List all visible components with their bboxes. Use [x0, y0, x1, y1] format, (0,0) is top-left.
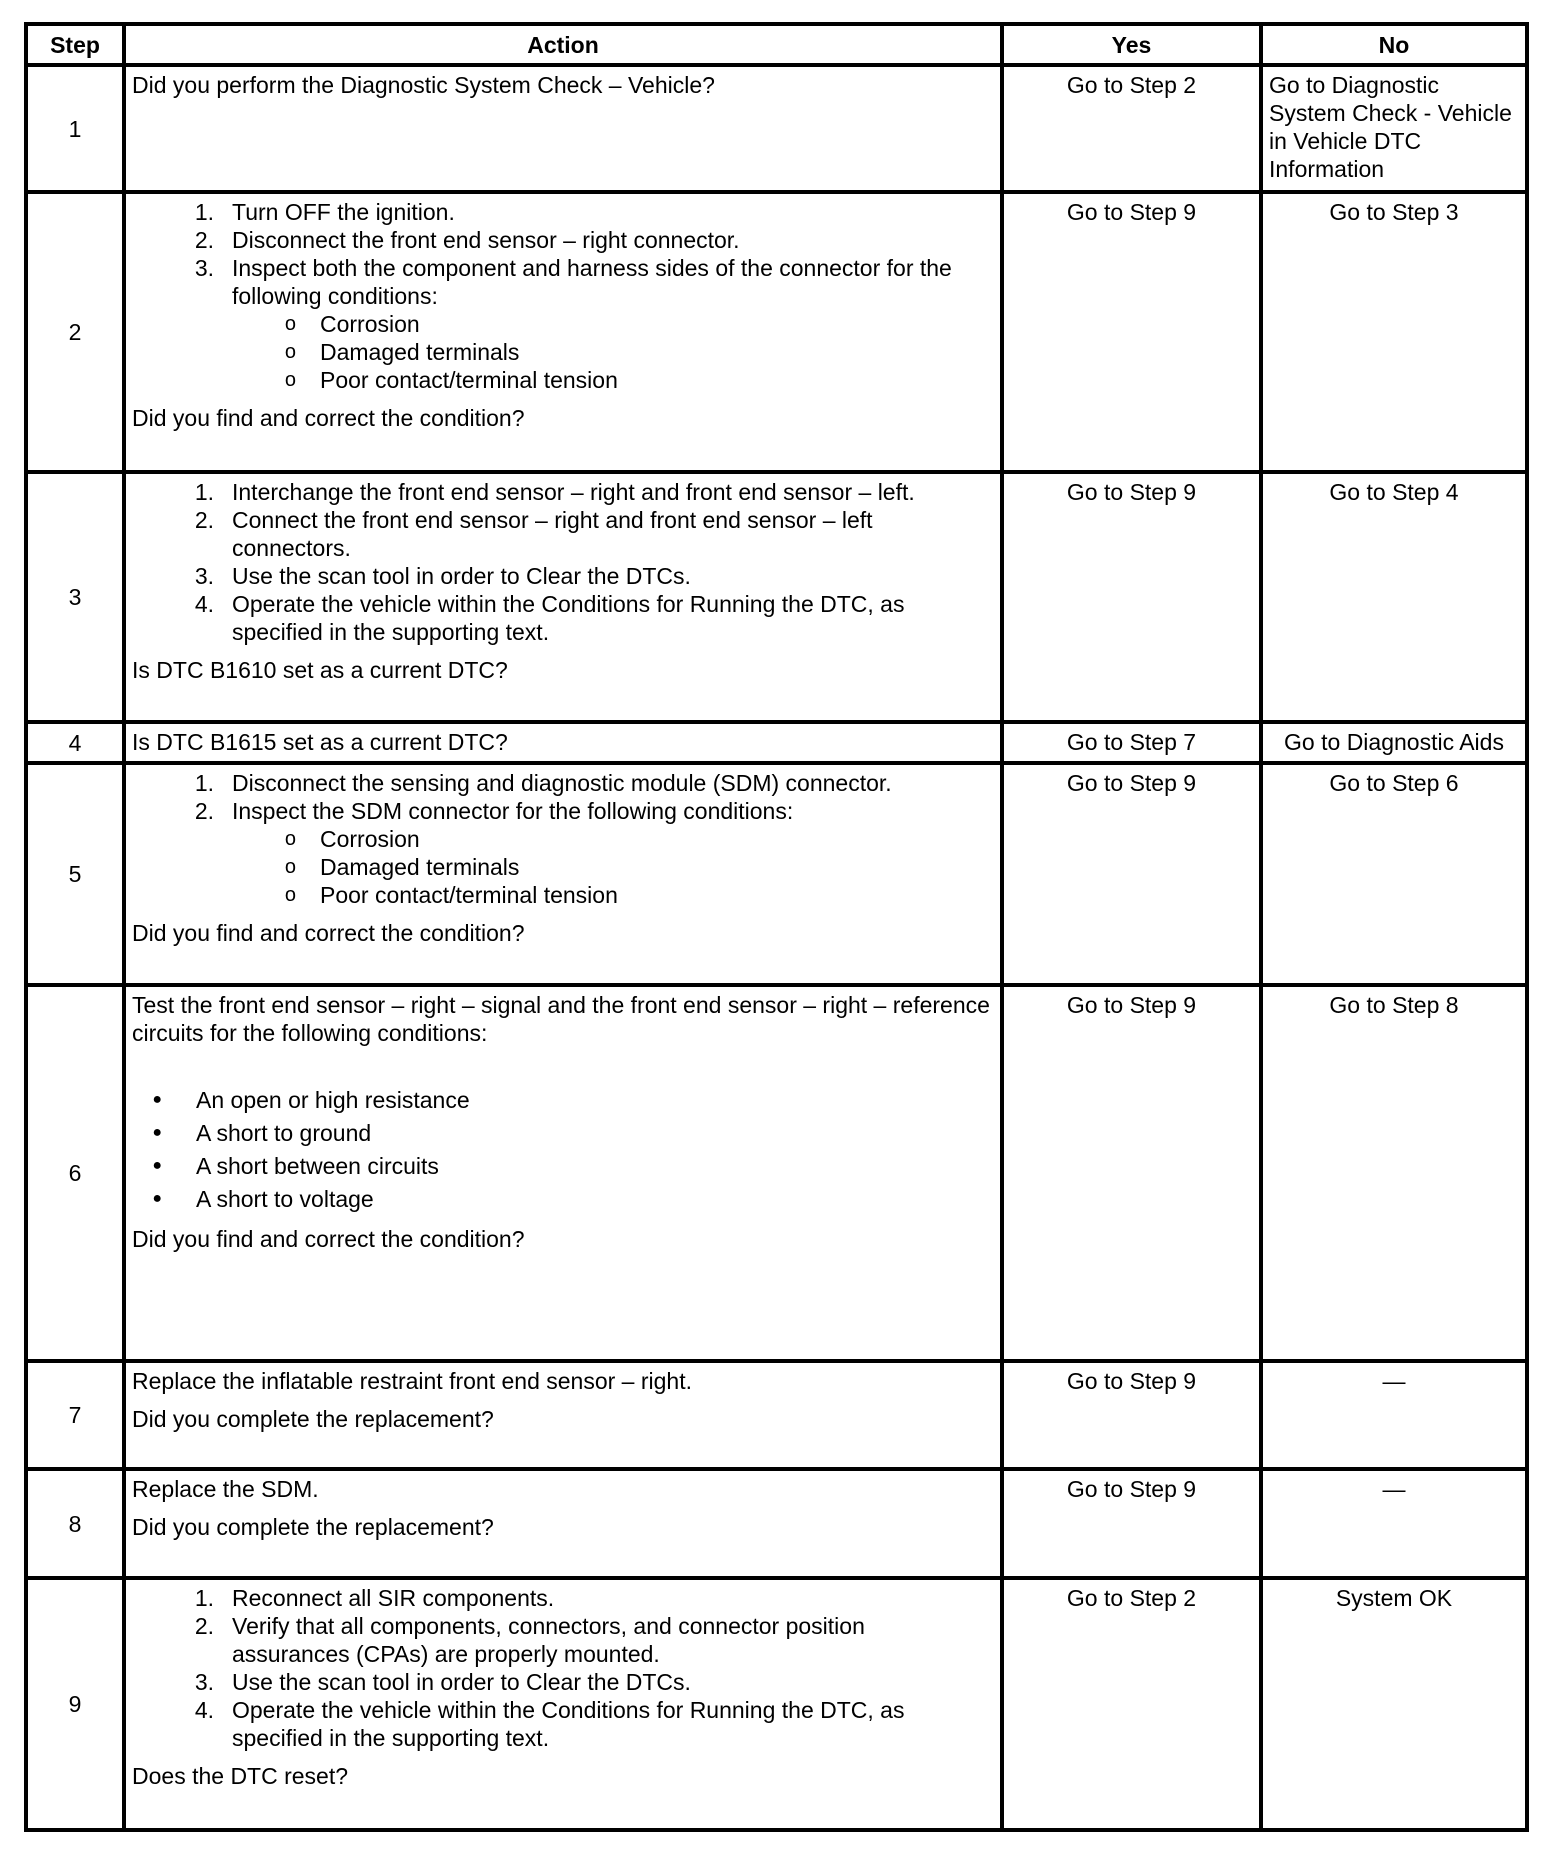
action-steps — [132, 1584, 994, 1752]
table-row — [26, 1469, 1527, 1578]
action-cell — [124, 985, 1002, 1361]
condition-list — [132, 310, 994, 394]
no-dash: — — [1382, 1476, 1406, 1502]
yes-link[interactable]: Go to Step 9 — [1066, 1368, 1197, 1394]
action-step-item: 3. Use the scan tool in order to Clear the DTCs. — [194, 563, 691, 589]
no-cell — [1261, 192, 1527, 472]
no-link[interactable]: Go to Diagnostic Aids — [1284, 729, 1504, 755]
yes-link[interactable]: Go to Step 9 — [1066, 770, 1197, 796]
no-cell — [1261, 1361, 1527, 1469]
condition-list — [132, 825, 994, 909]
action-cell — [124, 722, 1002, 763]
action-step-item: 1. Reconnect all SIR components. — [194, 1585, 555, 1611]
header-yes: Yes — [1002, 24, 1261, 65]
table-row — [26, 1361, 1527, 1469]
table-row — [26, 1578, 1527, 1830]
header-step: Step — [26, 24, 124, 65]
yes-link[interactable]: Go to Step 7 — [1066, 729, 1197, 755]
condition-item: o Corrosion — [284, 826, 420, 852]
step-number: 2 — [26, 192, 124, 472]
yes-link[interactable]: Go to Step 9 — [1066, 992, 1197, 1018]
condition-item: o Corrosion — [284, 311, 420, 337]
condition-item: ● A short between circuits — [152, 1152, 439, 1179]
header-no: No — [1261, 24, 1527, 65]
action-steps — [132, 769, 994, 825]
action-step-item: 4. Operate the vehicle within the Conditions for Running the DTC, as specified in the supporting text. — [194, 591, 905, 645]
yes-cell — [1002, 1469, 1261, 1578]
no-dash: — — [1382, 1368, 1406, 1394]
no-link[interactable]: Go to Diagnostic System Check - Vehicle in Vehicle DTC Information — [1269, 72, 1512, 182]
action-cell — [124, 763, 1002, 985]
action-steps — [132, 478, 994, 646]
action-cell — [124, 1361, 1002, 1469]
yes-cell — [1002, 1361, 1261, 1469]
action-lead: Replace the inflatable restraint front end sensor – right. — [132, 1368, 692, 1394]
table-row — [26, 472, 1527, 722]
action-step-item: 2. Inspect the SDM connector for the following conditions: — [194, 798, 794, 824]
action-lead: Did you perform the Diagnostic System Check – Vehicle? — [132, 72, 715, 98]
condition-item: o Damaged terminals — [284, 339, 520, 365]
yes-cell — [1002, 985, 1261, 1361]
action-steps — [132, 198, 994, 310]
step-number: 7 — [26, 1361, 124, 1469]
step-number: 4 — [26, 722, 124, 763]
table-row — [26, 722, 1527, 763]
condition-item: o Poor contact/terminal tension — [284, 882, 618, 908]
no-cell — [1261, 722, 1527, 763]
action-question: Did you find and correct the condition? — [132, 1226, 525, 1252]
diagnostic-table-document — [24, 22, 1525, 1832]
action-cell — [124, 1469, 1002, 1578]
no-link[interactable]: Go to Step 3 — [1329, 199, 1459, 225]
action-step-item: 3. Inspect both the component and harness sides of the connector for the following conditions: — [194, 255, 952, 309]
no-link[interactable]: Go to Step 6 — [1329, 770, 1459, 796]
yes-link[interactable]: Go to Step 2 — [1066, 72, 1197, 98]
yes-link[interactable]: Go to Step 9 — [1066, 479, 1197, 505]
table-row — [26, 763, 1527, 985]
step-number: 1 — [26, 65, 124, 192]
action-step-item: 2. Connect the front end sensor – right and front end sensor – left connectors. — [194, 507, 873, 561]
yes-link[interactable]: Go to Step 9 — [1066, 199, 1197, 225]
diagnostic-table — [24, 22, 1529, 1832]
no-link: System OK — [1335, 1585, 1453, 1611]
action-cell — [124, 472, 1002, 722]
step-number: 5 — [26, 763, 124, 985]
header-row — [26, 24, 1527, 65]
action-question: Did you find and correct the condition? — [132, 920, 525, 946]
table-row — [26, 65, 1527, 192]
action-cell — [124, 65, 1002, 192]
yes-link[interactable]: Go to Step 2 — [1066, 1585, 1197, 1611]
header-action: Action — [124, 24, 1002, 65]
action-question: Did you complete the replacement? — [132, 1514, 494, 1540]
action-step-item: 1. Disconnect the sensing and diagnostic module (SDM) connector. — [194, 770, 892, 796]
condition-item: o Poor contact/terminal tension — [284, 367, 618, 393]
no-link[interactable]: Go to Step 4 — [1329, 479, 1459, 505]
action-step-item: 2. Verify that all components, connectors, and connector position assurances (CPAs) are properly mounted. — [194, 1613, 865, 1667]
action-lead: Replace the SDM. — [132, 1476, 319, 1502]
table-row — [26, 985, 1527, 1361]
yes-cell — [1002, 1578, 1261, 1830]
no-cell — [1261, 472, 1527, 722]
yes-cell — [1002, 192, 1261, 472]
condition-item: o Damaged terminals — [284, 854, 520, 880]
action-question: Is DTC B1610 set as a current DTC? — [132, 657, 508, 683]
step-number: 3 — [26, 472, 124, 722]
condition-item: ● A short to voltage — [152, 1185, 374, 1212]
condition-item: ● An open or high resistance — [152, 1086, 470, 1113]
condition-list — [132, 1083, 994, 1215]
yes-cell — [1002, 472, 1261, 722]
action-cell — [124, 192, 1002, 472]
action-question: Does the DTC reset? — [132, 1763, 349, 1789]
yes-cell — [1002, 65, 1261, 192]
step-number: 9 — [26, 1578, 124, 1830]
yes-cell — [1002, 722, 1261, 763]
table-row — [26, 192, 1527, 472]
action-step-item: 1. Turn OFF the ignition. — [194, 199, 455, 225]
no-cell — [1261, 763, 1527, 985]
condition-item: ● A short to ground — [152, 1119, 372, 1146]
no-cell — [1261, 985, 1527, 1361]
action-step-item: 1. Interchange the front end sensor – right and front end sensor – left. — [194, 479, 915, 505]
no-cell — [1261, 1578, 1527, 1830]
action-step-item: 2. Disconnect the front end sensor – right connector. — [194, 227, 740, 253]
action-step-item: 4. Operate the vehicle within the Conditions for Running the DTC, as specified in the supporting text. — [194, 1697, 905, 1751]
action-step-item: 3. Use the scan tool in order to Clear the DTCs. — [194, 1669, 691, 1695]
action-question: Did you find and correct the condition? — [132, 405, 525, 431]
no-cell — [1261, 65, 1527, 192]
action-cell — [124, 1578, 1002, 1830]
action-question: Did you complete the replacement? — [132, 1406, 494, 1432]
action-lead: Test the front end sensor – right – signal and the front end sensor – right – reference circuits for the following conditions: — [132, 992, 990, 1046]
no-link[interactable]: Go to Step 8 — [1329, 992, 1459, 1018]
no-cell — [1261, 1469, 1527, 1578]
step-number: 6 — [26, 985, 124, 1361]
yes-cell — [1002, 763, 1261, 985]
step-number: 8 — [26, 1469, 124, 1578]
yes-link[interactable]: Go to Step 9 — [1066, 1476, 1197, 1502]
action-question: Is DTC B1615 set as a current DTC? — [132, 729, 508, 755]
